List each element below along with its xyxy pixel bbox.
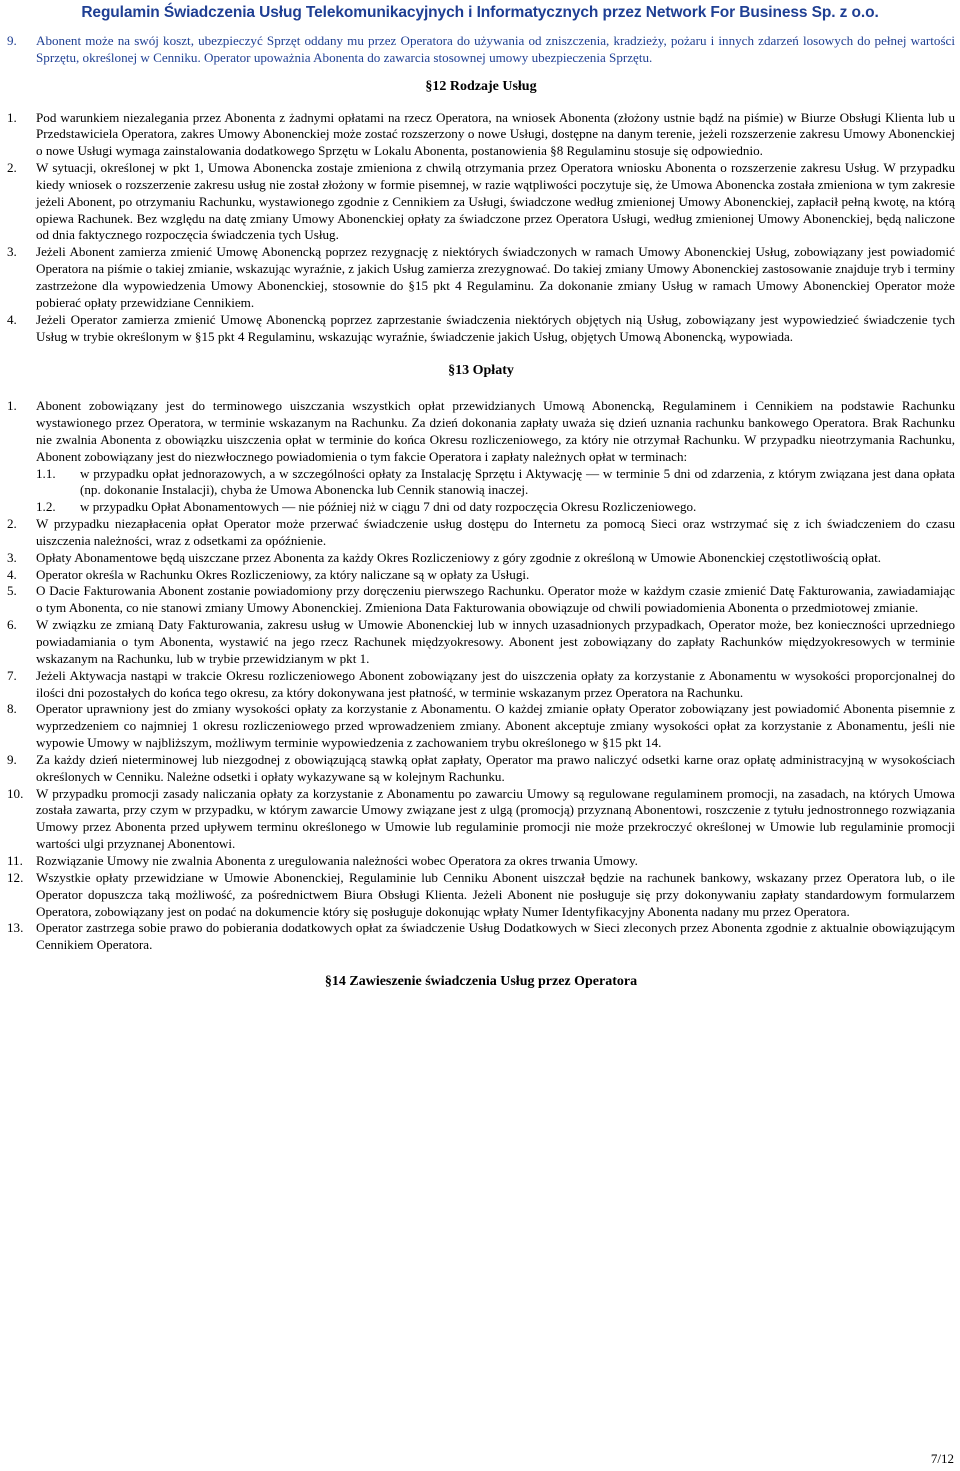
list-item — [7, 567, 955, 584]
item-number: 9. — [7, 751, 17, 767]
item-number: 8. — [7, 701, 17, 717]
list-item — [7, 398, 955, 465]
item-text: Jeżeli Abonent zamierza zmienić Umowę Abonencką poprzez rezygnację z niektórych świadczonych w ramach Umowy Abonenckiej Usług, zobowiązany jest powiadomić Operatora na piśmie o takiej zmianie, wskazując wyraźnie, z jakich Usług zamierza zrezygnować. Do takiej zmiany Umowy Abonenckiej zastosowanie znajduje tryb i terminy zastrzeżone dla wypowiedzenia Umowy Abonenckiej, stosownie do §15 pkt 4 Regulaminu. Za dokonanie zmiany Usług w ramach Umowy Abonenckiej Operator może pobierać opłaty przewidziane Cennikiem. — [36, 244, 955, 310]
item-text: Jeżeli Operator zamierza zmienić Umowę Abonencką poprzez zaprzestanie świadczenia niektórych objętych nią Usług, zobowiązany jest wypowiedzieć świadczenie tych Usług w trybie określonym w §15 pkt 4 Regulaminu, wskazując wyraźnie, świadczenie jakich Usług, objętych Umową Abonencką, wypowiada. — [36, 311, 955, 344]
list-item — [7, 752, 955, 786]
item-number: 1. — [7, 109, 17, 125]
list-item — [7, 583, 955, 617]
sub-item-number: 1.1. — [36, 465, 56, 481]
list-item — [7, 668, 955, 702]
item-text: Operator uprawniony jest do zmiany wysokości opłaty za korzystanie z Abonamentu. O każdej zmianie opłaty Operator zobowiązany jest powiadomić Abonenta pisemnie z wyprzedzeniem co najmniej 1 okresu rozliczeniowego przed wprowadzeniem zmiany. Abonent akceptuje zmiany wysokości opłat za korzystanie z Abonamentu, jeśli nie wypowie Umowy w najbliższym, możliwym terminie wypowiedzenia z zachowaniem trybu określonego w §15 pkt 14. — [36, 701, 955, 751]
section-title: 13 Opłaty — [455, 363, 514, 379]
item-number: 13. — [7, 920, 24, 936]
item-number: 10. — [7, 785, 24, 801]
item-text: W związku ze zmianą Daty Fakturowania, zakresu usług w Umowie Abonenckiej lub w innych uzasadnionych przypadkach, Operator może, bez konieczności uprzedniego powiadamiania o tym Abonenta, wystawić na jego rzecz Rachunek międzyokresowy. Abonent jest zobowiązany do zapłaty Rachunków międzyokresowych w terminie wskazanym na Rachunku, lub w trybie przewidzianym w pkt 1. — [36, 617, 955, 666]
section-heading-12 — [7, 79, 955, 96]
section-title: 14 Zawieszenie świadczenia Usług przez Operatora — [331, 974, 638, 990]
item-number: 11. — [7, 852, 23, 868]
item-text: Rozwiązanie Umowy nie zwalnia Abonenta z uregulowania należności wobec Operatora za okres trwania Umowy. — [36, 852, 638, 868]
sub-item-text: w przypadku opłat jednorazowych, a w szczególności opłaty za Instalację Sprzętu i Aktywację — w terminie 5 dni od zdarzenia, z którym związana jest dana opłata (np. dokonanie Instalacji), chyba że Umowa Abonencka lub Cennik stanowią inaczej. — [80, 465, 955, 498]
item-text: Jeżeli Aktywacja nastąpi w trakcie Okresu rozliczeniowego Abonent zobowiązany jest do uiszczenia opłaty za korzystanie z Abonamentu w wysokości proporcjonalnej do ilości dni pozostałych do końca tego okresu, za który dokonywana jest płatność, w terminie wskazanym przez Operatora na Rachunku. — [36, 667, 955, 700]
list-item — [7, 312, 955, 346]
item-text-part: Abonent może na swój koszt, ubezpieczyć Sprzęt oddany mu przez Operatora do używania od zniszczenia, kradzieży, pożaru i innych zdarzeń losowych do pełnej wartości Sprzętu, określonej w Cenniku. — [36, 33, 955, 65]
item-text-part: Operator upoważnia Abonenta do zawarcia stosownej umowy ubezpieczenia Sprzętu. — [204, 49, 653, 65]
item-number: 6. — [7, 617, 17, 633]
list-item — [7, 244, 955, 311]
section-heading-13 — [7, 363, 955, 380]
section-title: 12 Rodzaje Usług — [432, 78, 537, 94]
section-heading-14 — [7, 974, 955, 991]
item-number: 2. — [7, 516, 17, 532]
item-text: O Dacie Fakturowania Abonent zostanie powiadomiony przy doręczeniu pierwszego Rachunku. Operator może w każdym czasie zmienić Datę Fakturowania, zawiadamiając o tym Abonenta, co nie stanowi zmiany Umowy Abonenckiej. Zmieniona Data Fakturowania obowiązuje od chwili powiadomienia Abonenta o przedmiotowej zmianie. — [36, 583, 955, 616]
item-text — [36, 33, 955, 67]
sub-list-item — [7, 499, 955, 516]
list-item — [7, 33, 955, 67]
item-number: 12. — [7, 869, 24, 885]
item-text: Pod warunkiem niezalegania przez Abonenta z żadnymi opłatami na rzecz Operatora, na wniosek Abonenta (złożony ustnie bądź na piśmie) w Biurze Obsługi Klienta lub u Przedstawiciela Operatora, zakres Umowy Abonenckiej może zostać rozszerzony o nowe Usługi, dostępne na danym terenie, jeżeli rozszerzenie zakresu Umowy Abonenckiej o nowe Usługi wymaga zainstalowania dodatkowego Sprzętu w Lokalu Abonenta, postanowienia §8 Regulaminu stosuje się odpowiednio. — [36, 109, 955, 159]
list-item — [7, 701, 955, 752]
item-text: Wszystkie opłaty przewidziane w Umowie Abonenckiej, Regulaminie lub Cenniku Abonent uiszczał będzie na rachunek bankowy, wskazany przez Operatora lub, o ile Operator dopuszcza taką możliwość, za pośrednictwem Biura Obsługi Klienta. Jeżeli Abonent nie posługuje się przy dokonywaniu zapłaty standardowym formularzem Operatora, zobowiązany jest on podać na dokumencie który się posługuje dokonując wpłaty Numer Identyfikacyjny Abonenta nadany mu przez Operatora. — [36, 869, 955, 919]
list-item — [7, 920, 955, 954]
list-item — [7, 550, 955, 567]
page-number: 7/12 — [930, 1451, 954, 1466]
list-item — [7, 786, 955, 853]
item-number: 3. — [7, 549, 17, 565]
sub-item-number: 1.2. — [36, 499, 56, 515]
item-number: 1. — [7, 398, 17, 414]
item-number: 4. — [7, 566, 17, 582]
item-number: 3. — [7, 244, 17, 260]
section-symbol: § — [425, 78, 433, 94]
item-text: Za każdy dzień nieterminowej lub niezgodnej z obowiązującą stawką opłat zapłaty, Operator ma prawo naliczyć odsetki karne oraz opłatę administracyjną w wysokościach określonych w Cenniku. Należne odsetki i opłaty wykazywane są w kolejnym Rachunku. — [36, 751, 955, 784]
list-item — [7, 870, 955, 921]
list-item — [7, 160, 955, 244]
item-number: 4. — [7, 311, 17, 327]
item-number: 5. — [7, 583, 17, 599]
item-text: Abonent zobowiązany jest do terminowego uiszczania wszystkich opłat przewidzianych Umową Abonencką, Regulaminem i Cennikiem na podstawie Rachunku wystawionego przez Operatora, w terminie wskazanym na Rachunku. Za dzień dokonania zapłaty uważa się dzień uznania rachunku bankowego Operatora. Brak Rachunku nie zwalnia Abonenta z obowiązku uiszczenia opłat w terminie do końca Okresu rozliczeniowego, za który nie otrzymał Rachunku. W przypadku nieotrzymania Rachunku, Abonent zobowiązany jest do niezwłocznego powiadomienia o tym fakcie Operatora i zapłaty należnych opłat w terminach: — [36, 398, 955, 464]
list-item — [7, 617, 955, 668]
item-text: W przypadku promocji zasady naliczania opłaty za korzystanie z Abonamentu po zawarciu Umowy są regulowane regulaminem promocji, na zasadach, na których Umowa została zawarta, przy czym w przypadku, w którym zawarcie Umowy związane jest z ulgą (promocją) przyznaną Abonentowi, roszczenie z tytułu jednostronnego rozwiązania Umowy przez Abonenta przed upływem terminu określonego w Umowie lub regulaminie promocji nie może przekroczyć określonej w Umowie lub regulaminie promocji wartości ulgi przyznanej Abonentowi. — [36, 785, 955, 852]
item-number: 7. — [7, 667, 17, 683]
list-item — [7, 853, 955, 870]
item-number: 2. — [7, 160, 17, 176]
item-text: Operator zastrzega sobie prawo do pobierania dodatkowych opłat za świadczenie Usług Dodatkowych w Sieci zleconych przez Abonenta zgodnie z aktualnie obowiązującym Cennikiem Operatora. — [36, 920, 955, 953]
document-body — [7, 33, 955, 991]
sub-item-text: w przypadku Opłat Abonamentowych — nie później niż w ciągu 7 dni od daty rozpoczęcia Okresu Rozliczeniowego. — [80, 499, 697, 515]
item-text: Opłaty Abonamentowe będą uiszczane przez Abonenta za każdy Okres Rozliczeniowy z góry zgodnie z określoną w Umowie Abonenckiej częstotliwością opłat. — [36, 549, 881, 565]
list-item — [7, 110, 955, 161]
item-text: W przypadku niezapłacenia opłat Operator może przerwać świadczenie usług dostępu do Internetu za pomocą Sieci oraz wstrzymać się z ich świadczeniem do czasu uiszczenia należności, wraz z odsetkami za opóźnienie. — [36, 516, 955, 548]
sub-list-item — [7, 466, 955, 500]
list-item — [7, 516, 955, 550]
document-header: Regulamin Świadczenia Usług Telekomunikacyjnych i Informatycznych przez Network For Business Sp. z o.o. — [81, 4, 879, 21]
item-text: Operator określa w Rachunku Okres Rozliczeniowy, za który naliczane są w opłaty za Usługi. — [36, 566, 530, 582]
section-symbol: § — [324, 974, 332, 990]
item-text: W sytuacji, określonej w pkt 1, Umowa Abonencka zostaje zmieniona z chwilą otrzymania przez Operatora wniosku Abonenta o rozszerzenie zakresu Usług. W przypadku kiedy wniosek o rozszerzenie zakresu usług nie został złożony w formie pisemnej, w razie wątpliwości poczytuje się, że Umowa Abonencka została zmieniona w tym zakresie jeżeli Abonent, po otrzymaniu Rachunku, wystawionego zgodnie z Cennikiem za Usługi, świadczone według zmienionej Umowy Abonenckiej, zapłacił pełną kwotę, na którą opiewa Rachunek. Bez względu na datę zmiany Umowy Abonenckiej opłaty za świadczone przez Operatora Usługi, według zmienionej Umowy Abonenckiej, będą naliczone od dnia faktycznego rozpoczęcia świadczenia tych Usług. — [36, 160, 955, 243]
section-symbol: § — [448, 363, 456, 379]
item-number: 9. — [7, 33, 17, 48]
